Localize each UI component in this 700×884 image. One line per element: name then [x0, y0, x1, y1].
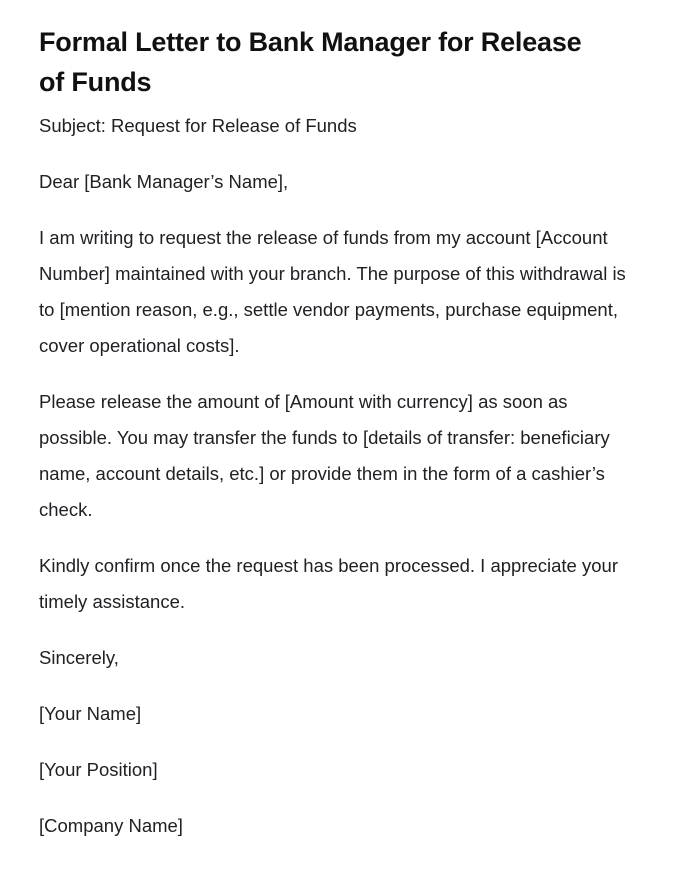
signature-your-name: [Your Name] [39, 703, 142, 724]
signature-your-position: [Your Position] [39, 759, 158, 780]
body-paragraph-2: Please release the amount of [Amount with currency] as soon as possible. You may transfer the funds to [details of transfer: beneficiary name, account details, etc.] or provide them in the form of a cashier’s check. [39, 391, 610, 520]
closing-salutation: Sincerely, [39, 647, 119, 668]
subject-line: Subject: Request for Release of Funds [39, 115, 357, 136]
body-paragraph-3: Kindly confirm once the request has been processed. I appreciate your timely assistance. [39, 555, 618, 612]
letter-body [39, 108, 635, 844]
salutation: Dear [Bank Manager’s Name], [39, 171, 289, 192]
signature-company-name: [Company Name] [39, 815, 183, 836]
body-paragraph-1: I am writing to request the release of funds from my account [Account Number] maintained with your branch. The purpose of this withdrawal is to [mention reason, e.g., settle vendor payments, purchase equipment, cover operational costs]. [39, 227, 626, 356]
page-title: Formal Letter to Bank Manager for Release of Funds [39, 27, 582, 97]
